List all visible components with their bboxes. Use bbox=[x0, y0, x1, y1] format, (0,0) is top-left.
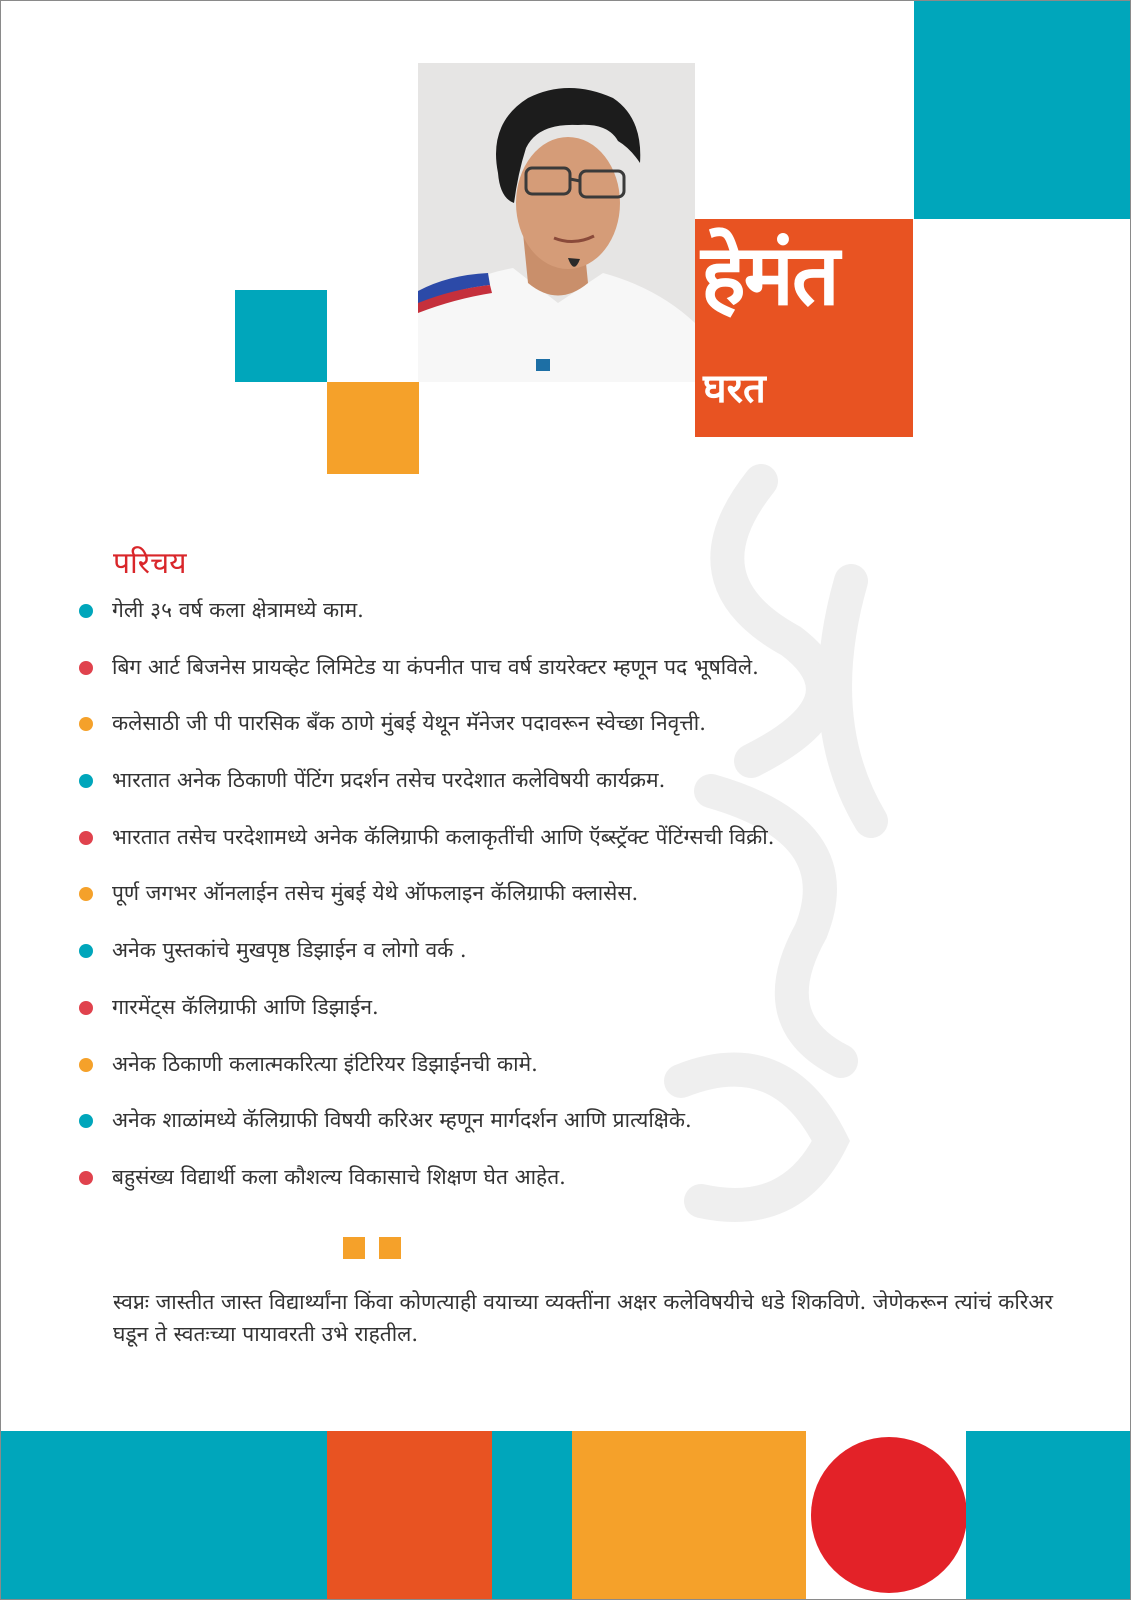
list-item-text: अनेक शाळांमध्ये कॅलिग्राफी विषयी करिअर म्हणून मार्गदर्शन आणि प्रात्यक्षिके. bbox=[112, 1108, 692, 1133]
list-item bbox=[79, 879, 1039, 936]
bullet-dot bbox=[79, 944, 93, 958]
list-item bbox=[79, 1163, 1039, 1220]
intro-heading: परिचय bbox=[113, 546, 187, 581]
footer-red-circle bbox=[811, 1437, 967, 1593]
last-name: घरत bbox=[703, 366, 766, 412]
bullet-dot bbox=[79, 1058, 93, 1072]
bullet-dot bbox=[79, 661, 93, 675]
list-item-text: अनेक ठिकाणी कलात्मकरित्या इंटिरियर डिझाईनची कामे. bbox=[112, 1051, 538, 1076]
bullet-dot bbox=[79, 887, 93, 901]
decor-orange-square bbox=[327, 382, 419, 474]
list-item bbox=[79, 596, 1039, 653]
footer-band-teal-1 bbox=[1, 1431, 327, 1600]
bullet-dot bbox=[79, 1114, 93, 1128]
list-item-text: गारमेंट्स कॅलिग्राफी आणि डिझाईन. bbox=[112, 994, 379, 1019]
list-item bbox=[79, 823, 1039, 880]
bullet-dot bbox=[79, 1001, 93, 1015]
bullet-dot bbox=[79, 717, 93, 731]
list-item bbox=[79, 653, 1039, 710]
bullet-dot bbox=[79, 831, 93, 845]
list-item-text: अनेक पुस्तकांचे मुखपृष्ठ डिझाईन व लोगो वर्क . bbox=[112, 938, 467, 963]
list-item bbox=[79, 1106, 1039, 1163]
separator-square bbox=[379, 1237, 401, 1259]
bullet-dot bbox=[79, 604, 93, 618]
footer-band-orange bbox=[572, 1431, 806, 1600]
list-item-text: कलेसाठी जी पी पारसिक बँक ठाणे मुंबई येथून मॅनेजर पदावरून स्वेच्छा निवृत्ती. bbox=[112, 711, 706, 736]
footer-band-teal-2 bbox=[492, 1431, 572, 1600]
list-item-text: बिग आर्ट बिजनेस प्रायव्हेट लिमिटेड या कंपनीत पाच वर्ष डायरेक्टर म्हणून पद भूषविले. bbox=[112, 654, 759, 679]
decor-teal-top-right bbox=[914, 1, 1131, 219]
bullet-dot bbox=[79, 1171, 93, 1185]
list-item-text: गेली ३५ वर्ष कला क्षेत्रामध्ये काम. bbox=[112, 598, 364, 622]
list-item-text: भारतात अनेक ठिकाणी पेंटिंग प्रदर्शन तसेच परदेशात कलेविषयी कार्यक्रम. bbox=[112, 768, 666, 793]
name-block bbox=[695, 219, 913, 437]
bullet-dot bbox=[79, 774, 93, 788]
list-item-text: पूर्ण जगभर ऑनलाईन तसेच मुंबई येथे ऑफलाइन कॅलिग्राफी क्लासेस. bbox=[112, 881, 639, 906]
portrait-image bbox=[418, 63, 695, 382]
intro-list bbox=[79, 596, 1039, 1220]
list-item bbox=[79, 1050, 1039, 1107]
first-name: हेमंत bbox=[701, 226, 838, 324]
list-item bbox=[79, 993, 1039, 1050]
list-item bbox=[79, 766, 1039, 823]
footer-band-red-orange bbox=[327, 1431, 492, 1600]
footer-band-teal-3 bbox=[966, 1431, 1131, 1600]
portrait-photo bbox=[418, 63, 695, 382]
list-item-text: भारतात तसेच परदेशामध्ये अनेक कॅलिग्राफी कलाकृतींची आणि ऍब्स्ट्रॅक्ट पेंटिंग्सची विक्री. bbox=[112, 824, 775, 849]
list-item bbox=[79, 709, 1039, 766]
separator-square bbox=[343, 1237, 365, 1259]
dream-statement: स्वप्नः जास्तीत जास्त विद्यार्थ्यांना किंवा कोणत्याही वयाच्या व्यक्तींना अक्षर कलेविषयीचे धडे शिकविणे. जेणेकरून त्यांचं करिअर घडून ते स्वतःच्या पायावरती उभे राहतील. bbox=[113, 1290, 1053, 1346]
list-item-text: बहुसंख्य विद्यार्थी कला कौशल्य विकासाचे शिक्षण घेत आहेत. bbox=[112, 1164, 566, 1189]
decor-teal-square bbox=[235, 290, 327, 382]
list-item bbox=[79, 936, 1039, 993]
